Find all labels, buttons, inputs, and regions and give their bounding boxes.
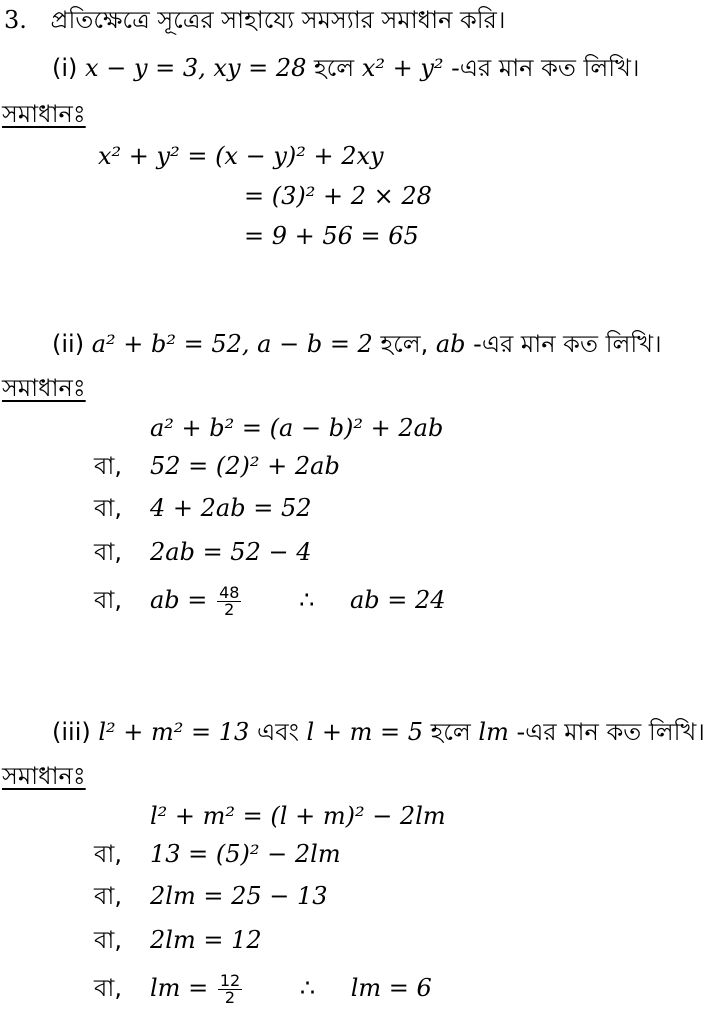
or-word: বা, — [94, 974, 122, 1002]
solution-step: 52 = (2)² + 2ab — [150, 452, 340, 480]
solution-step: a² + b² = (a − b)² + 2ab — [150, 414, 444, 442]
part-label: (iii) — [52, 718, 91, 746]
solution-label: সমাধানঃ — [2, 762, 86, 790]
part-ii-condition — [52, 328, 662, 360]
therefore-symbol: ∴ — [299, 974, 316, 1002]
condition-target: ab — [435, 330, 466, 358]
condition-connector: হলে — [422, 718, 479, 746]
fraction-denominator: 2 — [224, 599, 235, 619]
condition-connector: হলে — [306, 54, 362, 82]
solution-step: = (3)² + 2 × 28 — [244, 182, 432, 210]
solution-step-row — [94, 924, 262, 956]
or-word: বা, — [94, 452, 122, 480]
solution-step: 4 + 2ab = 52 — [150, 494, 312, 522]
solution-label: সমাধানঃ — [2, 100, 86, 128]
or-word: বা, — [94, 882, 122, 910]
condition-math: l + m = 5 — [306, 718, 423, 746]
solution-label: সমাধানঃ — [2, 374, 86, 402]
solution-step-row — [94, 880, 328, 912]
solution-step-row — [94, 492, 311, 524]
or-word: বা, — [94, 840, 122, 868]
question-number: 3. — [4, 6, 27, 34]
fraction-numerator: 48 — [219, 582, 240, 602]
or-word: বা, — [94, 586, 122, 614]
final-lhs: ab = — [150, 586, 208, 614]
final-lhs: lm = — [150, 974, 209, 1002]
solution-step: l² + m² = (l + m)² − 2lm — [150, 802, 446, 830]
solution-step: 13 = (5)² − 2lm — [150, 840, 341, 868]
fraction — [217, 582, 241, 619]
part-iii-condition — [52, 716, 705, 748]
solution-step: 2ab = 52 − 4 — [150, 538, 312, 566]
part-label: (i) — [52, 54, 78, 82]
final-result: lm = 6 — [350, 974, 432, 1002]
part-i-condition — [52, 52, 640, 84]
solution-final-row — [94, 584, 446, 618]
solution-final-row — [94, 972, 432, 1006]
condition-question: -এর মান কত লিখি। — [465, 330, 662, 358]
solution-step: 2lm = 25 − 13 — [150, 882, 328, 910]
or-word: বা, — [94, 494, 122, 522]
condition-target: lm — [478, 718, 509, 746]
solution-step-row — [94, 536, 311, 568]
solution-step-row — [94, 450, 340, 482]
fraction-denominator: 2 — [224, 987, 236, 1007]
condition-question: -এর মান কত লিখি। — [508, 718, 705, 746]
question-prompt: প্রতিক্ষেত্রে সূত্রের সাহায্যে সমস্যার সমাধান করি। — [50, 6, 506, 34]
final-result: ab = 24 — [349, 586, 446, 614]
question-header — [4, 4, 505, 36]
fraction — [218, 970, 242, 1007]
condition-connector: এবং — [249, 718, 307, 746]
condition-target: x² + y² — [361, 54, 444, 82]
solution-step: 2lm = 12 — [150, 926, 262, 954]
solution-step: x² + y² = (x − y)² + 2xy — [98, 142, 384, 170]
condition-math: l² + m² = 13 — [98, 718, 250, 746]
condition-math: a² + b² = 52, a − b = 2 — [91, 330, 373, 358]
fraction-numerator: 12 — [219, 970, 241, 990]
solution-step: = 9 + 56 = 65 — [244, 222, 419, 250]
therefore-symbol: ∴ — [299, 586, 315, 614]
solution-step-row — [94, 838, 341, 870]
or-word: বা, — [94, 926, 122, 954]
or-word: বা, — [94, 538, 122, 566]
part-label: (ii) — [52, 330, 85, 358]
condition-math: x − y = 3, xy = 28 — [85, 54, 307, 82]
condition-connector: হলে, — [372, 330, 436, 358]
condition-question: -এর মান কত লিখি। — [443, 54, 640, 82]
